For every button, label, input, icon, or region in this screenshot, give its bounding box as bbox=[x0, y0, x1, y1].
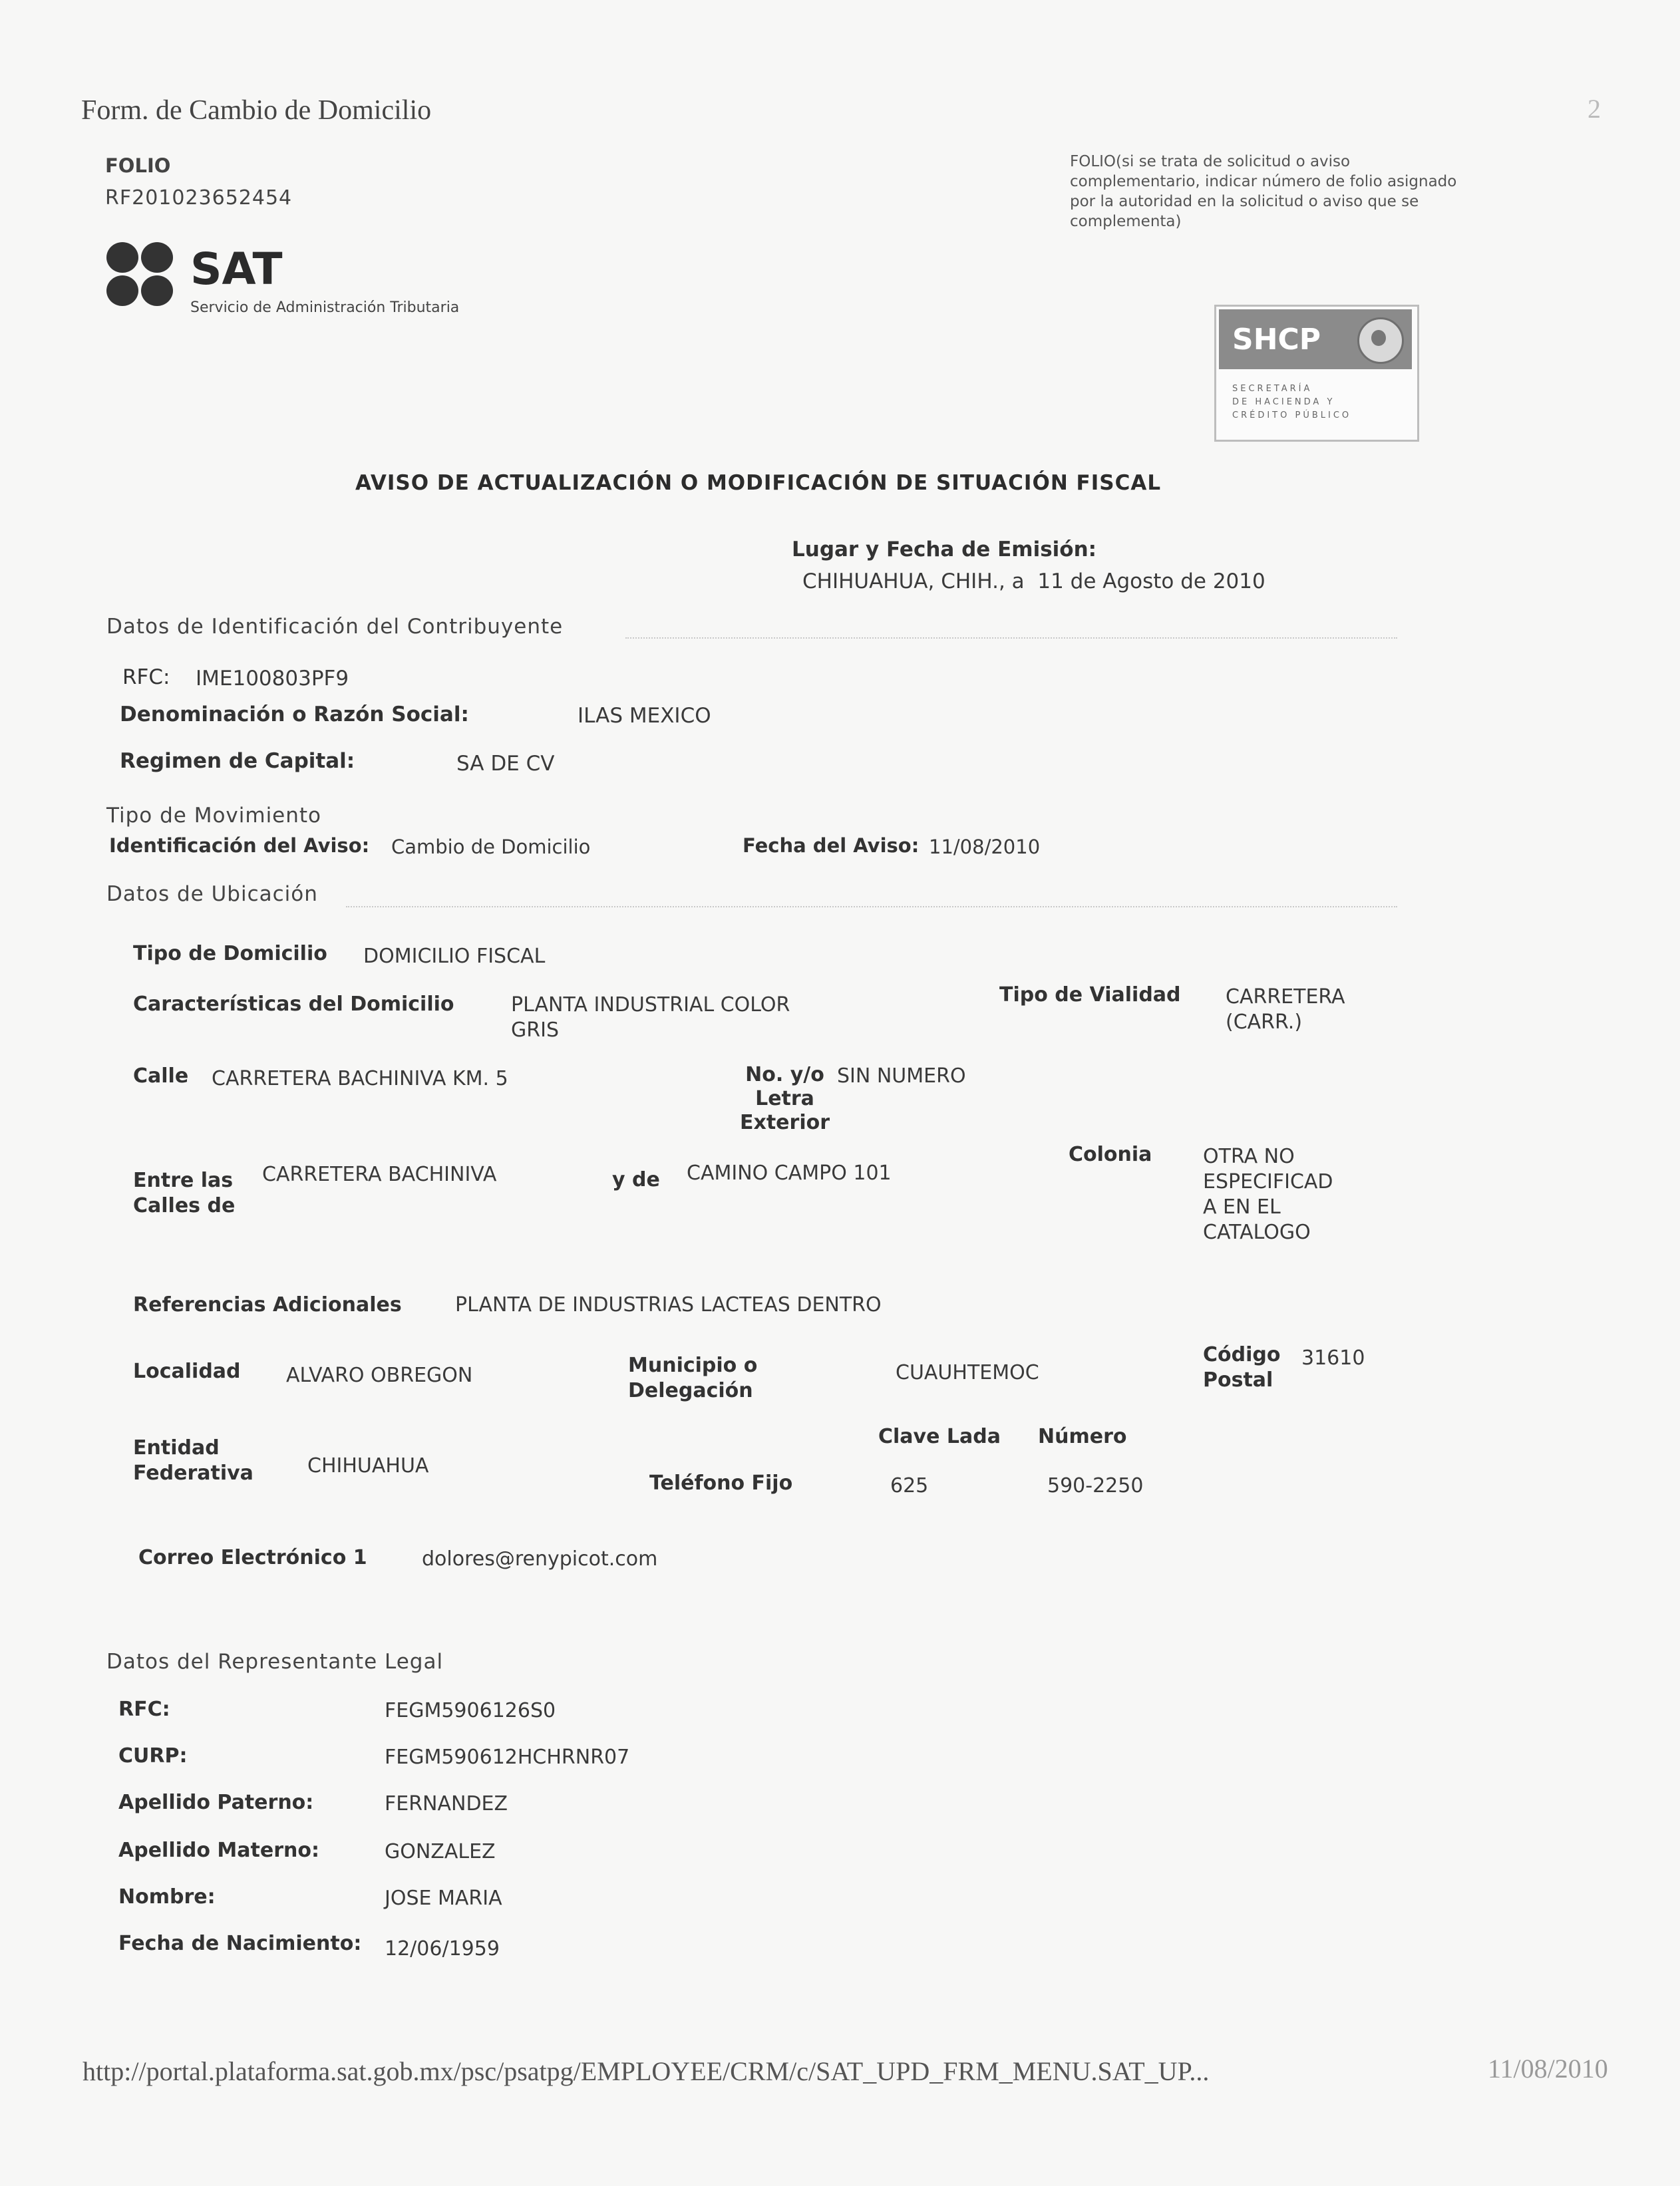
shcp-subtitle-1: SECRETARÍA bbox=[1232, 384, 1313, 394]
folio-number: RF201023652454 bbox=[105, 186, 293, 210]
fecha-aviso-value: 11/08/2010 bbox=[929, 836, 1041, 858]
tipo-vialidad-value: CARRETERA (CARR.) bbox=[1226, 985, 1345, 1034]
sat-logo-name: SAT bbox=[190, 243, 283, 295]
contribuyente-rfc-label: RFC: bbox=[122, 665, 170, 689]
contribuyente-section-title: Datos de Identificación del Contribuyente bbox=[106, 615, 564, 639]
y-de-label: y de bbox=[612, 1168, 660, 1191]
colonia-label: Colonia bbox=[1069, 1143, 1152, 1166]
sat-logo-subtitle: Servicio de Administración Tributaria bbox=[190, 299, 460, 316]
razon-social-label: Denominación o Razón Social: bbox=[120, 703, 469, 726]
document-name: Form. de Cambio de Domicilio bbox=[81, 95, 432, 126]
aviso-value: Cambio de Domicilio bbox=[391, 836, 591, 858]
mexican-emblem-icon bbox=[1357, 317, 1404, 364]
fecha-aviso-label: Fecha del Aviso: bbox=[743, 834, 920, 857]
entidad-value: CHIHUAHUA bbox=[307, 1454, 429, 1478]
contribuyente-rfc-value: IME100803PF9 bbox=[196, 667, 349, 691]
shcp-subtitle-3: CRÉDITO PÚBLICO bbox=[1232, 410, 1352, 420]
calle-label: Calle bbox=[133, 1064, 189, 1088]
apellido-materno-label: Apellido Materno: bbox=[118, 1839, 319, 1862]
nombre-value: JOSE MARIA bbox=[385, 1887, 502, 1910]
apellido-paterno-label: Apellido Paterno: bbox=[118, 1791, 314, 1814]
tipo-vialidad-label: Tipo de Vialidad bbox=[999, 983, 1181, 1007]
aviso-label: Identificación del Aviso: bbox=[109, 834, 370, 857]
entre-calles-value: CARRETERA BACHINIVA bbox=[262, 1163, 497, 1186]
y-de-value: CAMINO CAMPO 101 bbox=[687, 1162, 892, 1185]
codigo-postal-label: Código Postal bbox=[1203, 1343, 1281, 1392]
section-divider bbox=[346, 906, 1397, 907]
folio-note: FOLIO(si se trata de solicitud o aviso complementario, indicar número de folio asignado por la autoridad en la solicitud o aviso que se complementa) bbox=[1070, 153, 1457, 230]
nombre-label: Nombre: bbox=[118, 1885, 216, 1909]
fecha-nacimiento-value: 12/06/1959 bbox=[385, 1937, 500, 1960]
emission-label: Lugar y Fecha de Emisión: bbox=[792, 538, 1097, 561]
localidad-label: Localidad bbox=[133, 1360, 241, 1383]
correo-label: Correo Electrónico 1 bbox=[138, 1546, 367, 1569]
emission-value: CHIHUAHUA, CHIH., a 11 de Agosto de 2010 bbox=[802, 569, 1265, 593]
codigo-postal-value: 31610 bbox=[1301, 1346, 1365, 1370]
entre-calles-label: Entre las Calles de bbox=[133, 1169, 236, 1217]
tipo-domicilio-value: DOMICILIO FISCAL bbox=[363, 945, 546, 968]
sat-logo-icon bbox=[106, 242, 176, 311]
municipio-label: Municipio o Delegación bbox=[628, 1354, 758, 1402]
rep-rfc-label: RFC: bbox=[118, 1698, 170, 1721]
footer-date: 11/08/2010 bbox=[1488, 2054, 1608, 2084]
caracteristicas-label: Características del Domicilio bbox=[133, 993, 454, 1016]
section-divider bbox=[625, 637, 1397, 639]
numero-telefono-value: 590-2250 bbox=[1047, 1474, 1144, 1497]
telefono-label: Teléfono Fijo bbox=[649, 1472, 793, 1495]
shcp-logo bbox=[1214, 305, 1419, 442]
clave-lada-value: 625 bbox=[890, 1474, 929, 1497]
page-number: 2 bbox=[1588, 94, 1601, 124]
numero-exterior-label: No. y/o Letra Exterior bbox=[740, 1063, 830, 1134]
numero-telefono-label: Número bbox=[1038, 1425, 1127, 1448]
referencias-value: PLANTA DE INDUSTRIAS LACTEAS DENTRO bbox=[455, 1293, 882, 1317]
caracteristicas-value: PLANTA INDUSTRIAL COLOR GRIS bbox=[511, 993, 790, 1042]
tipo-domicilio-label: Tipo de Domicilio bbox=[133, 942, 327, 965]
rep-rfc-value: FEGM5906126S0 bbox=[385, 1699, 556, 1722]
folio-label: FOLIO bbox=[105, 154, 171, 177]
ubicacion-section-title: Datos de Ubicación bbox=[106, 882, 318, 906]
regimen-capital-value: SA DE CV bbox=[456, 752, 555, 776]
apellido-materno-value: GONZALEZ bbox=[385, 1840, 496, 1863]
movimiento-section-title: Tipo de Movimiento bbox=[106, 804, 322, 828]
document-title: AVISO DE ACTUALIZACIÓN O MODIFICACIÓN DE SITUACIÓN FISCAL bbox=[355, 471, 1162, 495]
curp-value: FEGM590612HCHRNR07 bbox=[385, 1746, 630, 1769]
regimen-capital-label: Regimen de Capital: bbox=[120, 749, 355, 773]
shcp-logo-banner bbox=[1219, 309, 1412, 369]
apellido-paterno-value: FERNANDEZ bbox=[385, 1792, 508, 1815]
localidad-value: ALVARO OBREGON bbox=[286, 1364, 473, 1387]
clave-lada-label: Clave Lada bbox=[878, 1425, 1001, 1448]
representante-section-title: Datos del Representante Legal bbox=[106, 1650, 444, 1674]
colonia-value: OTRA NO ESPECIFICAD A EN EL CATALOGO bbox=[1203, 1145, 1333, 1244]
fecha-nacimiento-label: Fecha de Nacimiento: bbox=[118, 1932, 362, 1955]
numero-exterior-value: SIN NUMERO bbox=[837, 1064, 966, 1088]
calle-value: CARRETERA BACHINIVA KM. 5 bbox=[212, 1067, 508, 1090]
shcp-logo-name: SHCP bbox=[1232, 323, 1321, 357]
footer-url: http://portal.plataforma.sat.gob.mx/psc/psatpg/EMPLOYEE/CRM/c/SAT_UPD_FRM_MENU.SAT_UP... bbox=[83, 2056, 1210, 2086]
referencias-label: Referencias Adicionales bbox=[133, 1293, 402, 1317]
shcp-subtitle-2: DE HACIENDA Y bbox=[1232, 397, 1335, 407]
razon-social-value: ILAS MEXICO bbox=[578, 704, 711, 728]
municipio-value: CUAUHTEMOC bbox=[896, 1361, 1039, 1384]
entidad-label: Entidad Federativa bbox=[133, 1436, 253, 1485]
correo-value: dolores@renypicot.com bbox=[422, 1547, 658, 1571]
curp-label: CURP: bbox=[118, 1744, 188, 1768]
